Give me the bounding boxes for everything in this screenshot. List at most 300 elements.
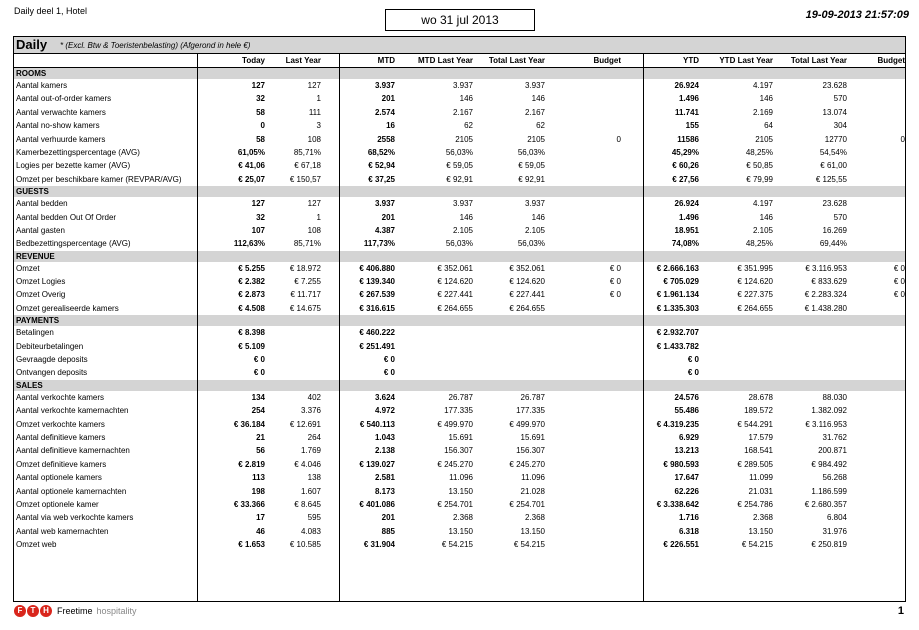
table-cell: € 10.585: [289, 540, 321, 550]
table-cell: € 406.880: [359, 263, 395, 273]
table-cell: € 50,85: [746, 161, 773, 171]
table-cell: € 264.655: [737, 303, 773, 313]
row-label: Omzet: [16, 263, 40, 273]
row-label: Aantal web kamernachten: [16, 526, 109, 536]
table-cell: 23.628: [822, 81, 847, 90]
col-ytd-last-year: YTD Last Year: [719, 56, 773, 65]
table-cell: 1: [316, 212, 321, 222]
table-cell: 3: [316, 121, 321, 131]
table-row: [14, 498, 905, 511]
table-cell: 56,03%: [445, 239, 473, 249]
section-header: [14, 380, 905, 391]
table-row: [14, 275, 905, 288]
section-header: [14, 186, 905, 197]
table-cell: 108: [307, 134, 321, 144]
table-cell: 26.924: [674, 81, 699, 90]
row-label: Aantal out-of-order kamers: [16, 94, 112, 104]
table-cell: 2.581: [374, 473, 395, 483]
table-cell: 134: [251, 392, 265, 402]
row-label: Aantal verkochte kamers: [16, 392, 105, 402]
logo-brand-suffix: hospitality: [96, 606, 137, 616]
row-label: Bedbezettingspercentage (AVG): [16, 239, 131, 249]
table-cell: 12770: [824, 134, 847, 144]
column-headers: [14, 54, 905, 68]
table-cell: € 226.551: [663, 540, 699, 550]
report-title: Daily: [16, 37, 48, 52]
table-cell: 1.496: [678, 94, 699, 104]
table-cell: € 227.441: [509, 290, 545, 300]
col-budget: Budget: [593, 56, 621, 65]
table-cell: € 0: [687, 355, 699, 365]
table-cell: 26.787: [448, 392, 473, 402]
table-row: [14, 224, 905, 237]
table-cell: € 499.970: [437, 419, 473, 429]
table-cell: € 2.680.357: [804, 499, 847, 509]
table-cell: 62: [536, 121, 545, 131]
table-cell: € 92,91: [518, 174, 545, 184]
table-cell: 6.318: [678, 526, 699, 536]
table-cell: 62.226: [674, 486, 699, 496]
table-cell: € 0: [609, 290, 621, 300]
col-mtd-last-year: MTD Last Year: [418, 56, 473, 65]
table-cell: 2.105: [752, 225, 773, 235]
table-cell: 13.150: [448, 526, 473, 536]
table-cell: 107: [251, 225, 265, 235]
table-row: [14, 237, 905, 250]
table-cell: 3.937: [452, 81, 473, 90]
table-cell: 1.496: [678, 212, 699, 222]
table-cell: 1.769: [300, 446, 321, 456]
table-cell: 56.268: [822, 473, 847, 483]
table-cell: € 254.701: [509, 499, 545, 509]
table-cell: € 11.717: [290, 290, 321, 300]
table-cell: 11.096: [449, 473, 473, 483]
table-cell: € 124.620: [737, 277, 773, 287]
col-ytd-total-last-year: Total Last Year: [790, 56, 847, 65]
table-cell: € 0: [609, 263, 621, 273]
table-cell: € 36.184: [233, 419, 265, 429]
section-title: SALES: [16, 380, 43, 390]
table-row: [14, 404, 905, 417]
table-cell: 6.804: [826, 513, 847, 523]
table-cell: € 351.995: [737, 263, 773, 273]
table-cell: € 125,55: [815, 174, 847, 184]
table-row: [14, 302, 905, 315]
table-cell: 68,52%: [367, 147, 395, 157]
table-cell: 3.937: [524, 199, 545, 209]
company-logo: [14, 605, 137, 617]
table-cell: € 264.655: [437, 303, 473, 313]
table-cell: € 5.109: [238, 341, 265, 351]
table-cell: 11.099: [749, 473, 773, 483]
table-cell: 254: [251, 406, 265, 416]
table-cell: 201: [381, 513, 395, 523]
table-cell: € 352.061: [437, 263, 473, 273]
table-cell: € 0: [253, 355, 265, 365]
table-cell: 108: [307, 225, 321, 235]
row-label: Aantal gasten: [16, 225, 65, 235]
table-cell: € 980.593: [663, 459, 699, 469]
table-cell: € 139.340: [359, 277, 395, 287]
col-ytd: YTD: [683, 56, 699, 65]
col-last-year: Last Year: [285, 56, 321, 65]
table-row: [14, 92, 905, 105]
table-cell: 1.043: [374, 432, 395, 442]
table-cell: 2558: [377, 134, 395, 144]
table-cell: € 54.215: [741, 540, 773, 550]
table-row: [14, 391, 905, 404]
table-cell: € 92,91: [446, 174, 473, 184]
row-label: Aantal definitieve kamers: [16, 432, 106, 442]
table-cell: 13.074: [822, 107, 847, 117]
row-label: Aantal optionele kamernachten: [16, 486, 127, 496]
table-cell: 3.937: [452, 199, 473, 209]
section-header: [14, 68, 905, 79]
table-cell: 200.871: [818, 446, 847, 456]
table-cell: 32: [256, 94, 265, 104]
table-cell: 155: [685, 121, 699, 131]
table-cell: € 227.375: [737, 290, 773, 300]
table-cell: 32: [256, 212, 265, 222]
table-cell: € 254.786: [737, 499, 773, 509]
table-cell: € 124.620: [509, 277, 545, 287]
table-cell: € 251.491: [359, 341, 395, 351]
table-cell: 146: [759, 94, 773, 104]
table-cell: 18.951: [674, 225, 699, 235]
row-label: Omzet Overig: [16, 290, 66, 300]
row-label: Omzet verkochte kamers: [16, 419, 105, 429]
table-row: [14, 119, 905, 132]
table-cell: 138: [307, 473, 321, 483]
table-cell: 13.150: [748, 526, 773, 536]
table-cell: 4.197: [752, 199, 773, 209]
col-ytd-budget: Budget: [877, 56, 905, 65]
table-cell: € 2.382: [238, 277, 265, 287]
table-cell: € 289.505: [737, 459, 773, 469]
table-row: [14, 431, 905, 444]
table-cell: 570: [833, 212, 847, 222]
table-cell: € 2.283.324: [804, 290, 847, 300]
row-label: Omzet definitieve kamers: [16, 459, 107, 469]
table-row: [14, 340, 905, 353]
table-cell: 570: [833, 94, 847, 104]
table-cell: € 61,00: [820, 161, 847, 171]
table-cell: € 544.291: [737, 419, 773, 429]
row-label: Aantal optionele kamers: [16, 473, 102, 483]
divider-mtd: [339, 53, 340, 601]
row-label: Aantal no-show kamers: [16, 121, 100, 131]
row-label: Ontvangen deposits: [16, 368, 88, 378]
table-cell: € 0: [687, 368, 699, 378]
table-row: [14, 471, 905, 484]
table-cell: 48,25%: [745, 147, 773, 157]
row-label: Aantal via web verkochte kamers: [16, 513, 134, 523]
row-label: Aantal definitieve kamernachten: [16, 446, 130, 456]
table-cell: € 5.255: [238, 263, 265, 273]
table-cell: € 2.819: [238, 459, 265, 469]
table-cell: € 41,06: [238, 161, 265, 171]
table-cell: € 1.961.134: [656, 290, 699, 300]
section-title: ROOMS: [16, 69, 47, 78]
table-cell: 127: [307, 81, 321, 90]
table-cell: € 12.691: [289, 419, 321, 429]
table-cell: € 2.873: [238, 290, 265, 300]
row-label: Omzet Logies: [16, 277, 66, 287]
table-cell: 23.628: [822, 199, 847, 209]
table-row: [14, 106, 905, 119]
table-cell: € 37,25: [368, 174, 395, 184]
table-cell: 2105: [455, 134, 473, 144]
table-cell: 146: [759, 212, 773, 222]
table-cell: 6.929: [678, 432, 699, 442]
table-cell: € 4.319.235: [656, 419, 699, 429]
table-row: [14, 79, 905, 92]
table-cell: € 139.027: [359, 459, 395, 469]
table-cell: 1.607: [300, 486, 321, 496]
table-cell: 1.716: [678, 513, 699, 523]
table-row: [14, 366, 905, 379]
table-cell: 113: [252, 473, 265, 483]
section-title: REVENUE: [16, 251, 55, 261]
table-cell: 54,54%: [819, 147, 847, 157]
table-cell: 2.167: [524, 107, 545, 117]
logo-letter: T: [27, 605, 39, 617]
table-row: [14, 444, 905, 457]
table-cell: € 0: [609, 277, 621, 287]
daily-report: [13, 36, 906, 602]
row-label: Aantal bedden: [16, 199, 68, 209]
table-row: [14, 197, 905, 210]
table-cell: 88.030: [822, 392, 847, 402]
table-cell: 2105: [527, 134, 545, 144]
table-cell: 58: [256, 134, 265, 144]
table-cell: € 499.970: [509, 419, 545, 429]
table-cell: 15.691: [520, 432, 545, 442]
table-row: [14, 418, 905, 431]
table-cell: € 59,05: [518, 161, 545, 171]
table-cell: € 0: [253, 368, 265, 378]
table-cell: 2105: [755, 134, 773, 144]
table-cell: 17.647: [674, 473, 699, 483]
table-row: [14, 159, 905, 172]
table-cell: 55.486: [674, 406, 699, 416]
table-cell: € 401.086: [359, 499, 395, 509]
row-label: Omzet per beschikbare kamer (REVPAR/AVG): [16, 174, 182, 184]
table-cell: € 8.398: [238, 328, 265, 338]
table-row: [14, 288, 905, 301]
table-cell: 56,03%: [517, 239, 545, 249]
row-label: Aantal bedden Out Of Order: [16, 212, 117, 222]
row-label: Aantal verwachte kamers: [16, 107, 106, 117]
table-cell: € 4.508: [238, 303, 265, 313]
table-row: [14, 458, 905, 471]
row-label: Logies per bezette kamer (AVG): [16, 161, 131, 171]
table-cell: € 3.338.642: [656, 499, 699, 509]
table-cell: 4.972: [374, 406, 395, 416]
report-name: Daily deel 1, Hotel: [14, 6, 88, 16]
table-cell: € 8.645: [294, 499, 321, 509]
table-cell: € 540.113: [359, 419, 395, 429]
table-cell: 16.269: [822, 225, 847, 235]
table-cell: 201: [381, 94, 395, 104]
table-cell: € 31.904: [363, 540, 395, 550]
report-title-bar: [14, 37, 905, 54]
table-cell: € 7.255: [294, 277, 321, 287]
table-cell: € 0: [893, 290, 905, 300]
table-cell: € 0: [893, 263, 905, 273]
table-cell: 127: [251, 81, 265, 90]
table-cell: € 227.441: [437, 290, 473, 300]
table-row: [14, 525, 905, 538]
table-cell: € 33.366: [233, 499, 265, 509]
table-cell: € 0: [383, 355, 395, 365]
table-cell: 111: [308, 107, 321, 117]
table-cell: 2.169: [752, 107, 773, 117]
table-cell: € 705.029: [663, 277, 699, 287]
table-cell: 156.307: [516, 446, 545, 456]
table-cell: 21.031: [748, 486, 773, 496]
logo-letter: F: [14, 605, 26, 617]
table-cell: 595: [307, 513, 321, 523]
divider-today: [197, 53, 198, 601]
table-row: [14, 133, 905, 146]
table-cell: 3.624: [374, 392, 395, 402]
table-cell: 2.105: [524, 225, 545, 235]
table-cell: € 54.215: [441, 540, 473, 550]
table-cell: 0: [260, 121, 265, 131]
report-footer: [14, 605, 904, 623]
table-cell: 177.335: [516, 406, 545, 416]
table-cell: 11.741: [674, 107, 699, 117]
table-cell: € 54.215: [513, 540, 545, 550]
table-cell: 1.382.092: [811, 406, 847, 416]
table-cell: € 833.629: [811, 277, 847, 287]
table-cell: 85,71%: [293, 147, 321, 157]
table-cell: 117,73%: [363, 239, 395, 249]
table-cell: 3.937: [524, 81, 545, 90]
table-cell: 21: [256, 432, 265, 442]
table-cell: 45,29%: [671, 147, 699, 157]
table-cell: € 1.433.782: [656, 341, 699, 351]
table-cell: 127: [307, 199, 321, 209]
table-cell: 168.541: [744, 446, 773, 456]
table-cell: € 3.116.953: [805, 419, 847, 429]
table-cell: 177.335: [444, 406, 473, 416]
table-cell: 69,44%: [819, 239, 847, 249]
row-label: Debiteurbetalingen: [16, 341, 84, 351]
table-cell: 885: [381, 526, 395, 536]
row-label: Omzet web: [16, 540, 57, 550]
row-label: Kamerbezettingspercentage (AVG): [16, 147, 140, 157]
table-cell: € 67,18: [294, 161, 321, 171]
table-cell: 11.096: [521, 473, 545, 483]
divider-ytd: [643, 53, 644, 601]
table-cell: € 18.972: [289, 263, 321, 273]
table-cell: 13.213: [674, 446, 699, 456]
section-title: GUESTS: [16, 187, 49, 197]
table-cell: 4.083: [300, 526, 321, 536]
row-label: Betalingen: [16, 328, 54, 338]
table-cell: 127: [251, 199, 265, 209]
table-cell: 3.376: [300, 406, 321, 416]
report-note: * (Excl. Btw & Toeristenbelasting) (Afgerond in hele €): [60, 41, 251, 50]
row-label: Aantal verkochte kamernachten: [16, 406, 129, 416]
section-header: [14, 251, 905, 262]
section-header: [14, 315, 905, 326]
table-row: [14, 173, 905, 186]
table-cell: € 2.932.707: [656, 328, 699, 338]
table-cell: 201: [381, 212, 395, 222]
table-cell: 56: [256, 446, 265, 456]
table-cell: 11586: [677, 134, 699, 144]
table-cell: € 14.675: [289, 303, 321, 313]
table-cell: 17: [256, 513, 265, 523]
row-label: Aantal kamers: [16, 81, 68, 90]
table-cell: 0: [900, 134, 905, 144]
table-cell: 31.976: [822, 526, 847, 536]
col-mtd: MTD: [377, 56, 395, 65]
table-cell: 13.150: [448, 486, 473, 496]
table-cell: 13.150: [520, 526, 545, 536]
table-cell: 61,05%: [237, 147, 265, 157]
table-cell: € 59,05: [446, 161, 473, 171]
table-cell: € 245.270: [437, 459, 473, 469]
table-cell: 146: [531, 94, 545, 104]
table-cell: 16: [386, 121, 395, 131]
table-cell: 58: [256, 107, 265, 117]
table-cell: € 254.701: [437, 499, 473, 509]
table-row: [14, 211, 905, 224]
table-cell: € 124.620: [437, 277, 473, 287]
row-label: Gevraagde deposits: [16, 355, 88, 365]
table-cell: € 3.116.953: [805, 263, 847, 273]
table-cell: 2.574: [374, 107, 395, 117]
table-cell: 2.167: [452, 107, 473, 117]
col-total-last-year: Total Last Year: [488, 56, 545, 65]
table-cell: 304: [833, 121, 847, 131]
table-cell: 2.138: [374, 446, 395, 456]
table-cell: 198: [251, 486, 265, 496]
table-cell: 56,03%: [445, 147, 473, 157]
table-cell: 64: [764, 121, 773, 131]
table-cell: 146: [459, 94, 473, 104]
logo-letter: H: [40, 605, 52, 617]
page-number: 1: [897, 605, 904, 617]
table-cell: 146: [459, 212, 473, 222]
table-cell: 2.368: [452, 513, 473, 523]
table-cell: € 4.046: [294, 459, 321, 469]
table-cell: 28.678: [748, 392, 773, 402]
table-cell: € 2.666.163: [656, 263, 699, 273]
table-cell: 2.368: [524, 513, 545, 523]
row-label: Aantal verhuurde kamers: [16, 134, 106, 144]
table-cell: 4.197: [752, 81, 773, 90]
table-cell: 8.173: [374, 486, 395, 496]
table-cell: € 984.492: [811, 459, 847, 469]
table-cell: 112,63%: [233, 239, 265, 249]
table-row: [14, 485, 905, 498]
table-row: [14, 538, 905, 551]
table-cell: € 1.335.303: [656, 303, 699, 313]
table-cell: € 264.655: [509, 303, 545, 313]
col-today: Today: [242, 56, 265, 65]
table-row: [14, 146, 905, 159]
row-label: Omzet gerealiseerde kamers: [16, 303, 119, 313]
table-cell: 3.937: [374, 199, 395, 209]
table-cell: 17.579: [748, 432, 773, 442]
table-cell: 26.924: [674, 199, 699, 209]
table-cell: € 150,57: [289, 174, 321, 184]
